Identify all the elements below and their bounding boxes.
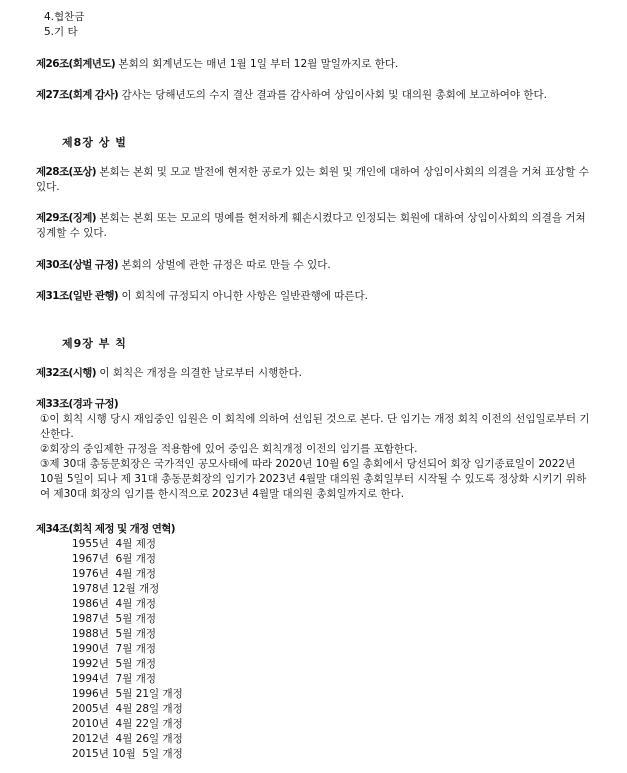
revision-history xyxy=(72,537,183,762)
article-26 xyxy=(36,57,591,72)
income-list xyxy=(44,10,84,40)
history-row: 1990년 7월 개정 xyxy=(72,643,156,655)
article-text: 본회의 상벌에 관한 규정은 따로 만들 수 있다. xyxy=(121,259,331,271)
history-row: 1967년 6월 개정 xyxy=(72,553,156,565)
clause: ③제 30대 총동문회장은 국가적인 공모사태에 따라 2020년 10월 6일 총회에서 당선되어 회장 임기종료일이 2022년 10월 5일이 되나 제 31대 총동문회장의 임기가 2023년 4월말 대의원 총회일부터 시작될 수 있도록 정상화 시키기 위하여 제30대 회장의 임기를 한시적으로 2023년 4월말 대의원 총회일까지로 한다. xyxy=(40,458,587,500)
article-text: 감사는 당해년도의 수지 결산 결과를 감사하여 상임이사회 및 대의원 총회에 보고하여야 한다. xyxy=(121,89,547,101)
article-31 xyxy=(36,289,591,304)
history-row: 2012년 4월 26일 개정 xyxy=(72,733,183,745)
article-28 xyxy=(36,165,591,195)
history-row: 1955년 4월 제정 xyxy=(72,538,156,550)
article-33 xyxy=(36,397,591,502)
history-row: 1996년 5월 21일 개정 xyxy=(72,688,183,700)
article-text: 이 회칙에 규정되지 아니한 사항은 일반관행에 따른다. xyxy=(121,290,368,302)
history-row: 1992년 5월 개정 xyxy=(72,658,156,670)
article-title: 제32조(시행) xyxy=(36,367,96,379)
article-text: 본회는 본회 및 모교 발전에 현저한 공로가 있는 회원 및 개인에 대하여 상임이사회의 의결을 거쳐 표상할 수 있다. xyxy=(36,166,589,193)
article-34 xyxy=(36,522,591,537)
article-title: 제28조(포상) xyxy=(36,166,96,178)
list-item: 4.협찬금 xyxy=(44,11,85,23)
article-title: 제27조(회계 감사) xyxy=(36,89,119,101)
article-title: 제30조(상벌 규정) xyxy=(36,259,119,271)
chapter-8-heading: 제8장 상 벌 xyxy=(62,136,127,149)
article-text: 본회의 회계년도는 매년 1월 1일 부터 12월 말일까지로 한다. xyxy=(118,58,399,70)
article-title: 제31조(일반 관행) xyxy=(36,290,119,302)
article-32 xyxy=(36,366,591,381)
article-27 xyxy=(36,88,591,103)
article-title: 제29조(징계) xyxy=(36,212,96,224)
history-row: 1976년 4월 개정 xyxy=(72,568,156,580)
article-text: 이 회칙은 개정을 의결한 날로부터 시행한다. xyxy=(99,367,302,379)
list-item: 5.기 타 xyxy=(44,26,78,38)
history-row: 2005년 4월 28일 개정 xyxy=(72,703,183,715)
chapter-9-heading: 제9장 부 칙 xyxy=(62,337,127,350)
clause: ②회장의 중임제한 규정을 적용함에 있어 중임은 회칙개정 이전의 임기를 포함한다. xyxy=(40,443,418,455)
article-text: 본회는 본회 또는 모교의 명예를 현저하게 훼손시켰다고 인정되는 회원에 대하여 상임이사회의 의결을 거쳐 징계할 수 있다. xyxy=(36,212,586,239)
history-row: 1986년 4월 개정 xyxy=(72,598,156,610)
history-row: 1988년 5월 개정 xyxy=(72,628,156,640)
article-title: 제34조(회칙 제정 및 개정 연혁) xyxy=(36,523,176,535)
history-row: 1978년 12월 개정 xyxy=(72,583,160,595)
article-title: 제33조(경과 규정) xyxy=(36,398,119,410)
history-row: 2015년 10월 5일 개정 xyxy=(72,748,183,760)
history-row: 2010년 4월 22일 개정 xyxy=(72,718,183,730)
history-row: 1994년 7월 개정 xyxy=(72,673,156,685)
history-row: 1987년 5월 개정 xyxy=(72,613,156,625)
article-29 xyxy=(36,211,591,241)
article-title: 제26조(회계년도) xyxy=(36,58,116,70)
article-30 xyxy=(36,258,591,273)
clause: ①이 회칙 시행 당시 재임중인 임원은 이 회칙에 의하여 선임된 것으로 본다. 단 임기는 개정 회칙 이전의 선임일로부터 기산한다. xyxy=(40,413,590,440)
